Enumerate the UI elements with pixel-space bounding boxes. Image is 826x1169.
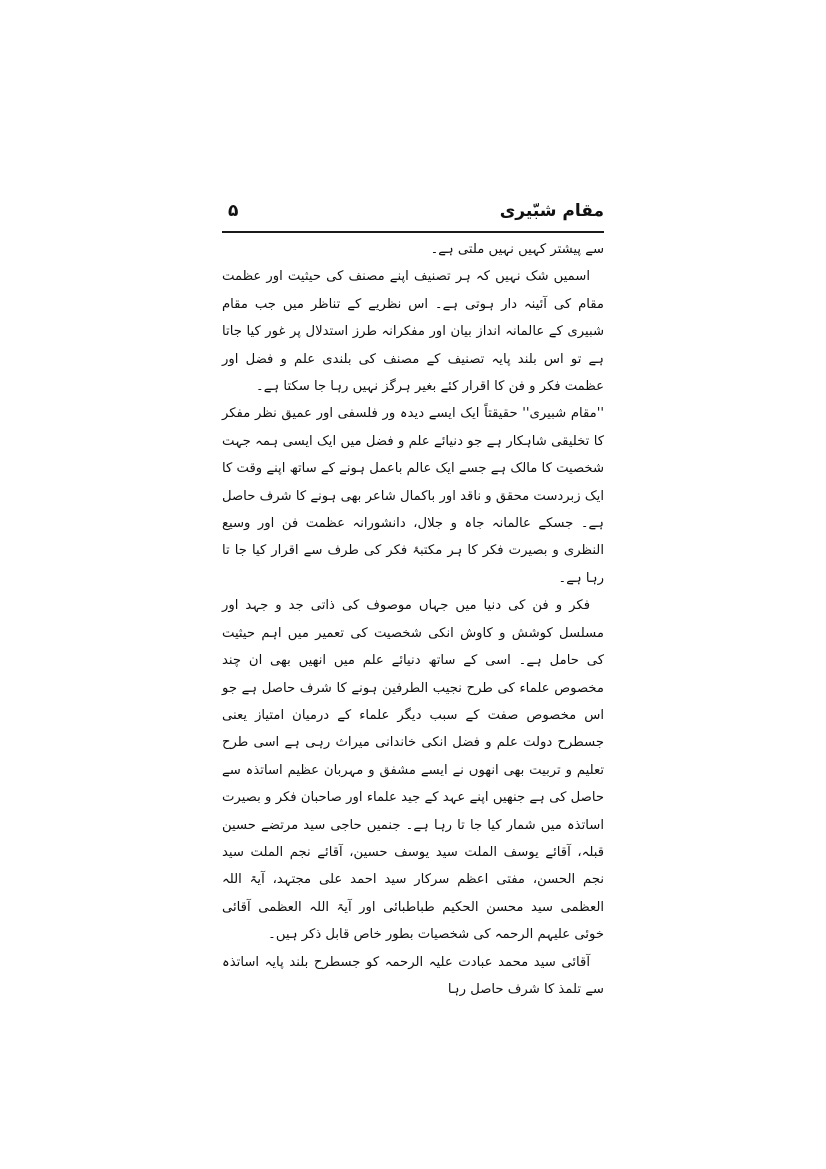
paragraph: سے پیشتر کہیں نہیں ملتی ہے۔ [430, 242, 604, 257]
paragraph: فکر و فن کی دنیا میں جہاں موصوف کی ذاتی جد و جہد اور مسلسل کوشش و کاوش انکی شخصیت کی تعمیر میں اہم حیثیت کی حامل ہے۔ اسی کے ساتھ دنیائے علم میں انھیں بھی ان چند مخصوص علماء کی طرح نجیب الطرفین ہونے کا شرف حاصل ہے جو اس مخصوص صفت کے سبب دیگر علماء کے درمیان امتیاز یعنی جسطرح دولت علم و فضل انکی خاندانی میراث رہی ہے اسی طرح تعلیم و تربیت بھی انھوں نے ایسے مشفق و مہربان عظیم اساتذہ سے حاصل کی ہے جنھیں اپنے عہد کے جید علماء اور صاحبان فکر و بصیرت اساتذہ میں شمار کیا جا تا رہا ہے۔ جنمیں حاجی سید مرتضے حسین قبلہ، آقائے یوسف الملت سید یوسف حسین، آقائے نجم الملت سید نجم الحسن، مفتی اعظم سرکار سید احمد علی مجتہد، آیۃ اللہ العظمی سید محسن الحکیم طباطبائی اور آیۃ اللہ العظمی آقائی خوئی علیہم الرحمہ کی شخصیات بطور خاص قابل ذکر ہیں۔ [222, 598, 604, 943]
paragraph: ''مقام شبیری'' حقیقتاً ایک ایسے دیدہ ور فلسفی اور عمیق نظر مفکر کا تخلیقی شاہکار ہے جو دنیائے علم و فضل میں ایک ایسی ہمہ جہت شخصیت کا مالک ہے جسے ایک عالم باعمل ہونے کے ساتھ اپنے وقت کا ایک زبردست محقق و ناقد اور باکمال شاعر بھی ہونے کا شرف حاصل ہے۔ جسکے عالمانہ جاہ و جلال، دانشورانہ عظمت فن اور وسیع النظری و بصیرت فکر کا ہر مکتبۂ فکر کی طرف سے اقرار کیا جا تا رہا ہے۔ [222, 406, 604, 586]
page-body [222, 236, 604, 1003]
book-title: مقام شبّیری [499, 201, 604, 221]
paragraph: اسمیں شک نہیں کہ ہر تصنیف اپنے مصنف کی حیثیت اور عظمت مقام کی آئینہ دار ہوتی ہے۔ اس نظریے کے تناظر میں جب مقام شبیری کے عالمانہ انداز بیان اور مفکرانہ طرز استدلال پر غور کیا جاتا ہے تو اس بلند پایہ تصنیف کے مصنف کی بلندی علم و فضل اور عظمت فکر و فن کا اقرار کئے بغیر ہرگز نہیں رہا جا سکتا ہے۔ [222, 269, 604, 395]
header-rule [222, 231, 604, 233]
running-header [222, 200, 604, 234]
page-number: ۵ [228, 201, 239, 221]
paragraph: آقائی سید محمد عبادت علیہ الرحمہ کو جسطرح بلند پایہ اساتذہ سے تلمذ کا شرف حاصل رہا [222, 954, 604, 997]
